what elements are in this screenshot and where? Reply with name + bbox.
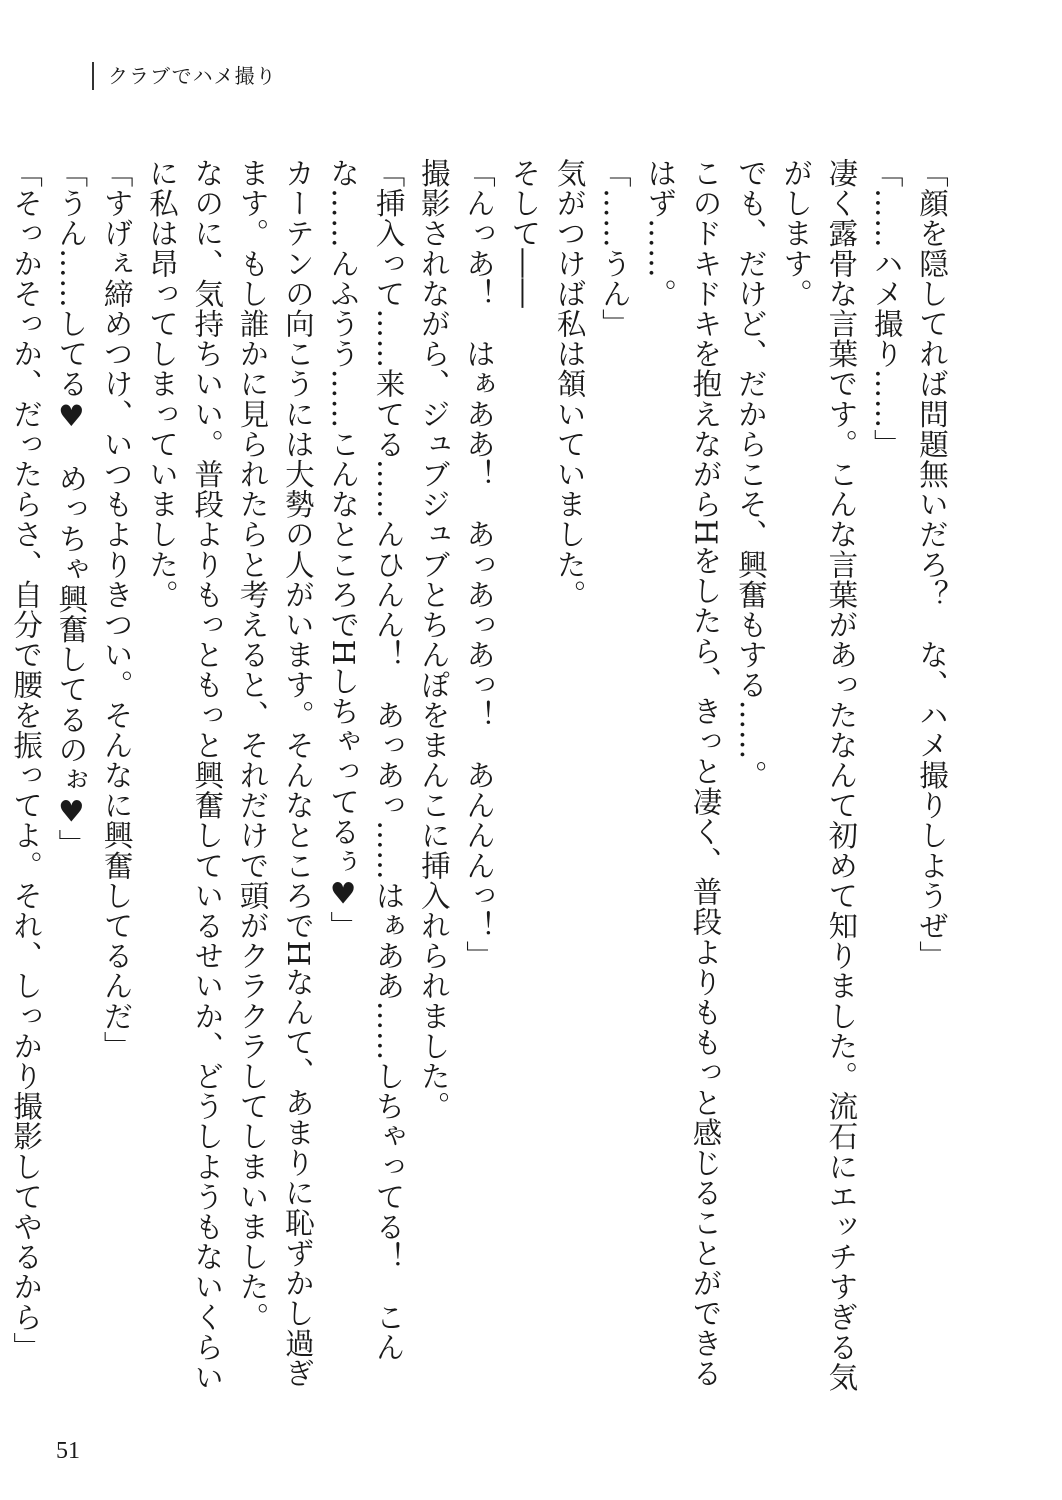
paragraph: 凄く露骨な言葉です。こんな言葉があったなんて初めて知りました。流石にエッチすぎる気がします。 [779, 158, 859, 1393]
paragraph: このドキドキを抱えながらHをしたら、きっと凄く、普段よりももっと感じることができるはず……。 [643, 158, 723, 1389]
paragraph: カーテンの向こうには大勢の人がいます。そんなところでHなんて、あまりに恥ずかし過ぎます。もし誰かに見られたらと考えると、それだけで頭がクラクラしてしまいました。 [235, 158, 315, 1389]
paragraph: 「すげぇ締めつけ、いつもよりきつい。そんなに興奮してるんだ」 [99, 158, 134, 1061]
paragraph: 「挿入って……来てる……んひんん！ あっあっ……はぁああ……しちゃってる！ こんな……んふうう……こんなところでHしちゃってるぅ♥」 [326, 158, 406, 1362]
running-header [92, 62, 277, 90]
paragraph: 「顔を隠してれば問題無いだろ？ な、ハメ撮りしようぜ」 [915, 158, 949, 971]
paragraph: 気がつけば私は頷いていました。 [552, 158, 587, 610]
body-text [9, 158, 954, 1418]
paragraph: 「……ハメ撮り……」 [869, 158, 904, 459]
paragraph: 「うん……してる♥ めっちゃ興奮してるのぉ♥」 [54, 158, 89, 860]
paragraph: なのに、気持ちいい。普段よりもっともっと興奮しているせいか、どうしようもないくらいに私は昂ってしまっていました。 [144, 158, 225, 1393]
page-number: 51 [56, 1438, 80, 1464]
paragraph: 撮影されながら、ジュブジュブとちんぽをまんこに挿入れられました。 [416, 158, 451, 1122]
paragraph: そして―― [507, 158, 542, 309]
paragraph: でも、だけど、だからこそ、興奮もする……。 [733, 158, 768, 791]
chapter-title: クラブでハメ撮り [108, 64, 277, 88]
paragraph: 「……うん」 [597, 158, 632, 339]
paragraph: 「そっかそっか、だったらさ、自分で腰を振ってよ。それ、しっかり撮影してやるから」 [9, 158, 44, 1362]
paragraph: 「んっあ！ はぁああ！ あっあっあっ！ あんんんっ！」 [462, 158, 497, 971]
